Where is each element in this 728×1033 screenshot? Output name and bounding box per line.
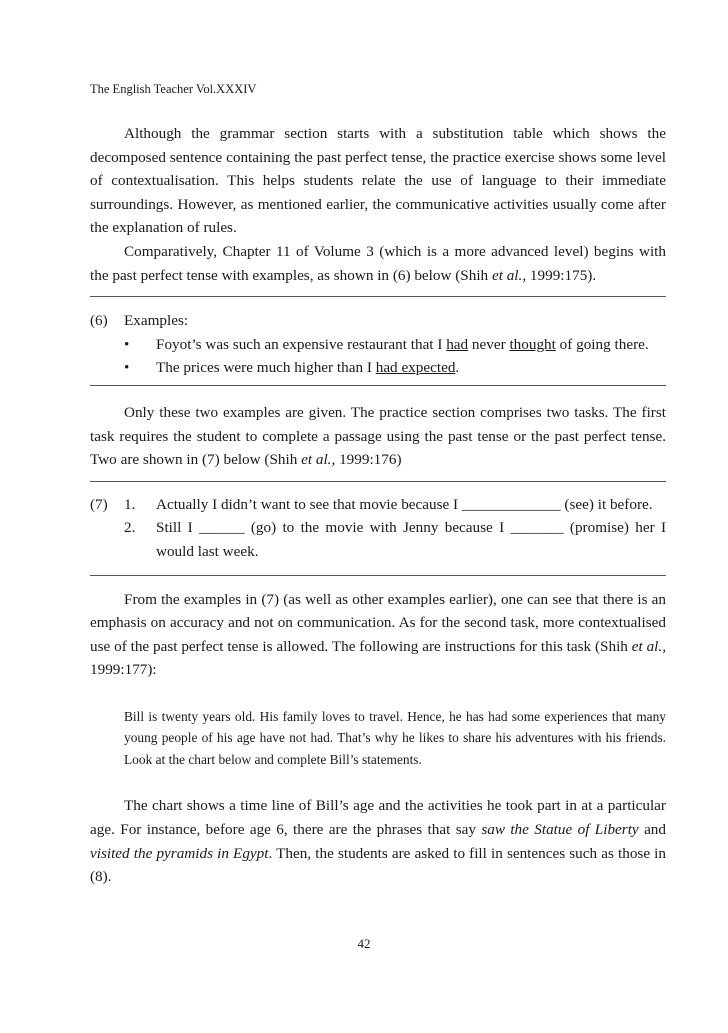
citation-etal: et al., <box>631 637 666 655</box>
item-1-text-a: Foyot’s was such an expensive restaurant that I <box>156 335 447 353</box>
paragraph-5 <box>90 794 666 888</box>
bullet-icon: • <box>124 335 130 353</box>
paragraph-2 <box>90 240 666 287</box>
paragraph-3-text: Only these two examples are given. The practice section comprises two tasks. The first task requires the student to complete a passage using the past tense or the past perfect tense. Two are shown in (7) below (Shih <box>90 403 666 469</box>
rule-top-6 <box>90 296 666 297</box>
citation-etal: et al., <box>491 266 527 284</box>
paragraph-5-text-a: The chart shows a time line of Bill’s age and the activities he took part in at a particular age. For instance, before age 6, there are the phrases that say <box>90 797 666 838</box>
example-6-item-2 <box>90 356 666 380</box>
item-1-text-b: never <box>468 335 510 353</box>
page-number: 42 <box>357 936 371 951</box>
item-number-1: 1. <box>124 495 136 513</box>
item-text-2: Still I ______ (go) to the movie with Jenny because I _______ (promise) her I would last week. <box>156 519 666 560</box>
paragraph-4 <box>90 588 666 682</box>
paragraph-3-citation: 1999:176) <box>335 451 402 469</box>
item-2-text-b: . <box>455 359 460 377</box>
rule-bottom-7 <box>90 575 666 576</box>
paragraph-4-text: From the examples in (7) (as well as other examples earlier), one can see that there is an emphasis on accuracy and not on communication. As for the second task, more contextualised use of the past perfect tense is allowed. The following are instructions for this task (Shih <box>90 590 666 655</box>
example-6 <box>90 309 666 380</box>
example-6-label: (6) <box>90 312 108 330</box>
rule-bottom-6 <box>90 385 666 386</box>
item-1-underlined-had: had <box>446 335 469 353</box>
paragraph-5-text-c: . Then, the students are asked to fill in sentences such as those in (8). <box>90 844 666 886</box>
body-text <box>90 122 666 889</box>
paragraph-5-text-b: and <box>638 820 666 838</box>
italic-phrase-pyramids: visited the pyramids in Egypt <box>90 844 269 862</box>
citation-etal: et al., <box>301 451 336 469</box>
spacer <box>90 516 124 563</box>
item-1-underlined-thought: thought <box>509 335 556 353</box>
example-7-label: (7) <box>90 495 108 513</box>
running-header: The English Teacher Vol.XXXIV <box>90 82 257 96</box>
example-7 <box>90 493 666 564</box>
paragraph-4-citation: 1999:177): <box>90 661 157 679</box>
example-7-item-2 <box>90 516 666 563</box>
paragraph-2-citation: 1999:175). <box>526 266 597 284</box>
task-instructions-quote: Bill is twenty years old. His family loves to travel. Hence, he has had some experiences that many young people of his age have not had. That’s why he likes to share his adventures with his friends. Look at the chart below and complete Bill’s statements. <box>124 708 666 767</box>
paragraph-2-text: Comparatively, Chapter 11 of Volume 3 (which is a more advanced level) begins with the past perfect tense with examples, as shown in (6) below (Shih <box>90 242 666 284</box>
item-number-2: 2. <box>124 519 136 537</box>
item-2-text-a: The prices were much higher than I <box>156 359 376 377</box>
paragraph-1: Although the grammar section starts with a substitution table which shows the decomposed sentence containing the past perfect tense, the practice exercise shows some level of contextualisation. This helps students relate the use of language to their immediate surroundings. However, as mentioned earlier, the communicative activities usually come after the explanation of rules. <box>90 125 666 237</box>
example-6-title: Examples: <box>124 312 189 330</box>
bullet-icon: • <box>124 359 130 377</box>
rule-top-7 <box>90 481 666 482</box>
paragraph-3 <box>90 401 666 472</box>
italic-phrase-statue: saw the Statue of Liberty <box>481 820 639 838</box>
item-1-text-c: of going there. <box>555 335 649 353</box>
item-text-1: Actually I didn’t want to see that movie because I _____________ (see) it before. <box>156 495 653 513</box>
example-6-item-1 <box>90 333 666 357</box>
example-7-item-1 <box>90 493 666 517</box>
item-2-underlined: had expected <box>375 359 456 377</box>
